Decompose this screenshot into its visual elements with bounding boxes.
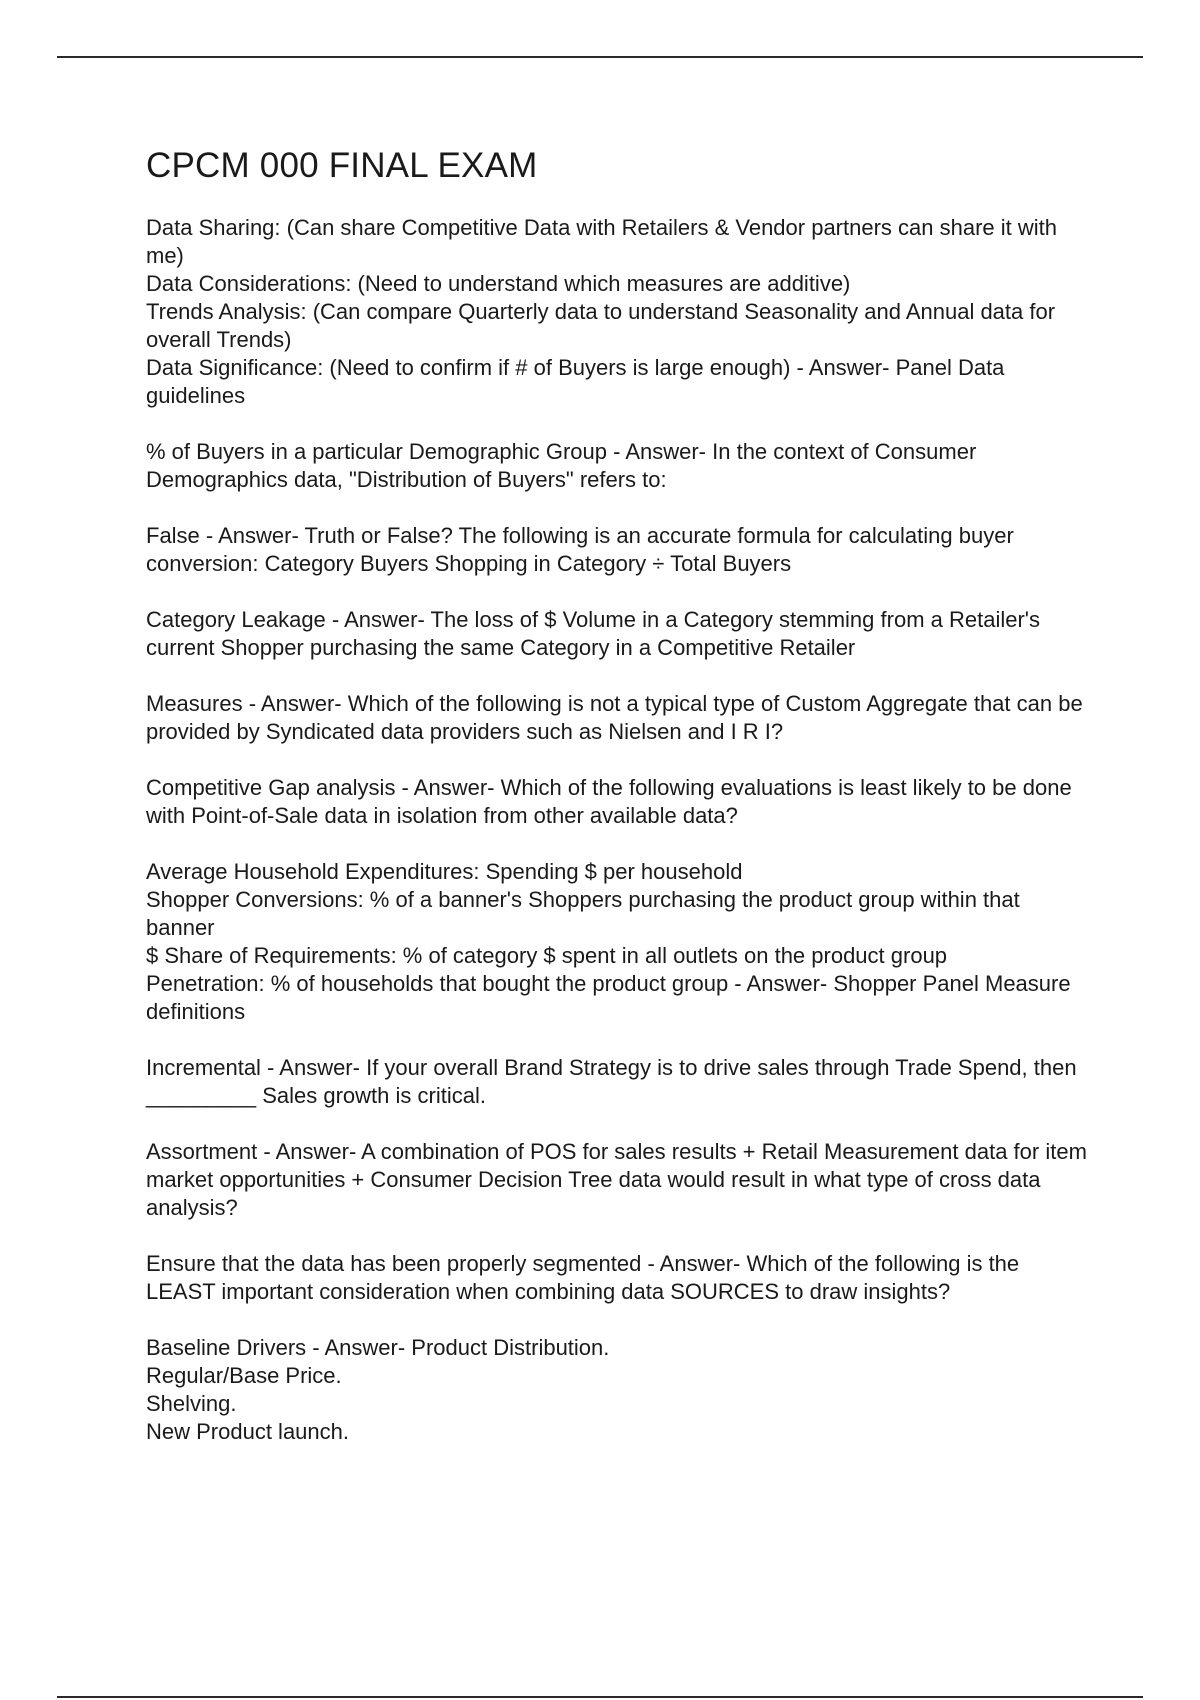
qa-block-assortment bbox=[146, 1138, 1091, 1222]
qa-line: Regular/Base Price. bbox=[146, 1363, 342, 1388]
qa-line: Shopper Conversions: % of a banner's Shoppers purchasing the product group within that banner bbox=[146, 887, 1020, 940]
qa-block-data-guidelines bbox=[146, 214, 1091, 410]
qa-block-baseline-drivers bbox=[146, 1334, 1091, 1446]
qa-block-measures bbox=[146, 690, 1091, 746]
qa-line: Competitive Gap analysis - Answer- Which of the following evaluations is least likely to be done with Point-of-Sale data in isolation from other available data? bbox=[146, 775, 1072, 828]
qa-line: Assortment - Answer- A combination of POS for sales results + Retail Measurement data for item market opportunities + Consumer Decision Tree data would result in what type of cross data analysis? bbox=[146, 1139, 1087, 1220]
qa-line: Category Leakage - Answer- The loss of $ Volume in a Category stemming from a Retailer's current Shopper purchasing the same Category in a Competitive Retailer bbox=[146, 607, 1040, 660]
top-rule bbox=[57, 56, 1143, 58]
bottom-rule bbox=[57, 1696, 1143, 1698]
qa-line: Data Considerations: (Need to understand which measures are additive) bbox=[146, 271, 851, 296]
qa-line: % of Buyers in a particular Demographic Group - Answer- In the context of Consumer Demographics data, "Distribution of Buyers" refers to: bbox=[146, 439, 977, 492]
qa-line: Average Household Expenditures: Spending $ per household bbox=[146, 859, 743, 884]
qa-line: Baseline Drivers - Answer- Product Distribution. bbox=[146, 1335, 610, 1360]
qa-block-distribution-of-buyers bbox=[146, 438, 1091, 494]
qa-block-competitive-gap bbox=[146, 774, 1091, 830]
qa-line: Ensure that the data has been properly segmented - Answer- Which of the following is the LEAST important consideration when combining data SOURCES to draw insights? bbox=[146, 1251, 1020, 1304]
document-body bbox=[146, 146, 1091, 1474]
qa-line: Shelving. bbox=[146, 1391, 237, 1416]
qa-line: New Product launch. bbox=[146, 1419, 349, 1444]
qa-line: Data Significance: (Need to confirm if # of Buyers is large enough) - Answer- Panel Data guidelines bbox=[146, 355, 1005, 408]
page-title: CPCM 000 FINAL EXAM bbox=[146, 146, 538, 185]
qa-line: Penetration: % of households that bought the product group - Answer- Shopper Panel Measure definitions bbox=[146, 971, 1071, 1024]
qa-line: Trends Analysis: (Can compare Quarterly data to understand Seasonality and Annual data for overall Trends) bbox=[146, 299, 1056, 352]
qa-block-category-leakage bbox=[146, 606, 1091, 662]
qa-block-shopper-panel-measures bbox=[146, 858, 1091, 1026]
qa-line: False - Answer- Truth or False? The following is an accurate formula for calculating buyer conversion: Category Buyers Shopping in Category ÷ Total Buyers bbox=[146, 523, 1014, 576]
qa-block-segmented-data bbox=[146, 1250, 1091, 1306]
qa-line: $ Share of Requirements: % of category $ spent in all outlets on the product group bbox=[146, 943, 948, 968]
qa-block-incremental bbox=[146, 1054, 1091, 1110]
qa-line: Measures - Answer- Which of the following is not a typical type of Custom Aggregate that can be provided by Syndicated data providers such as Nielsen and I R I? bbox=[146, 691, 1083, 744]
qa-block-buyer-conversion bbox=[146, 522, 1091, 578]
qa-line: Incremental - Answer- If your overall Brand Strategy is to drive sales through Trade Spend, then _________ Sales growth is critical. bbox=[146, 1055, 1077, 1108]
qa-line: Data Sharing: (Can share Competitive Data with Retailers & Vendor partners can share it with me) bbox=[146, 215, 1057, 268]
